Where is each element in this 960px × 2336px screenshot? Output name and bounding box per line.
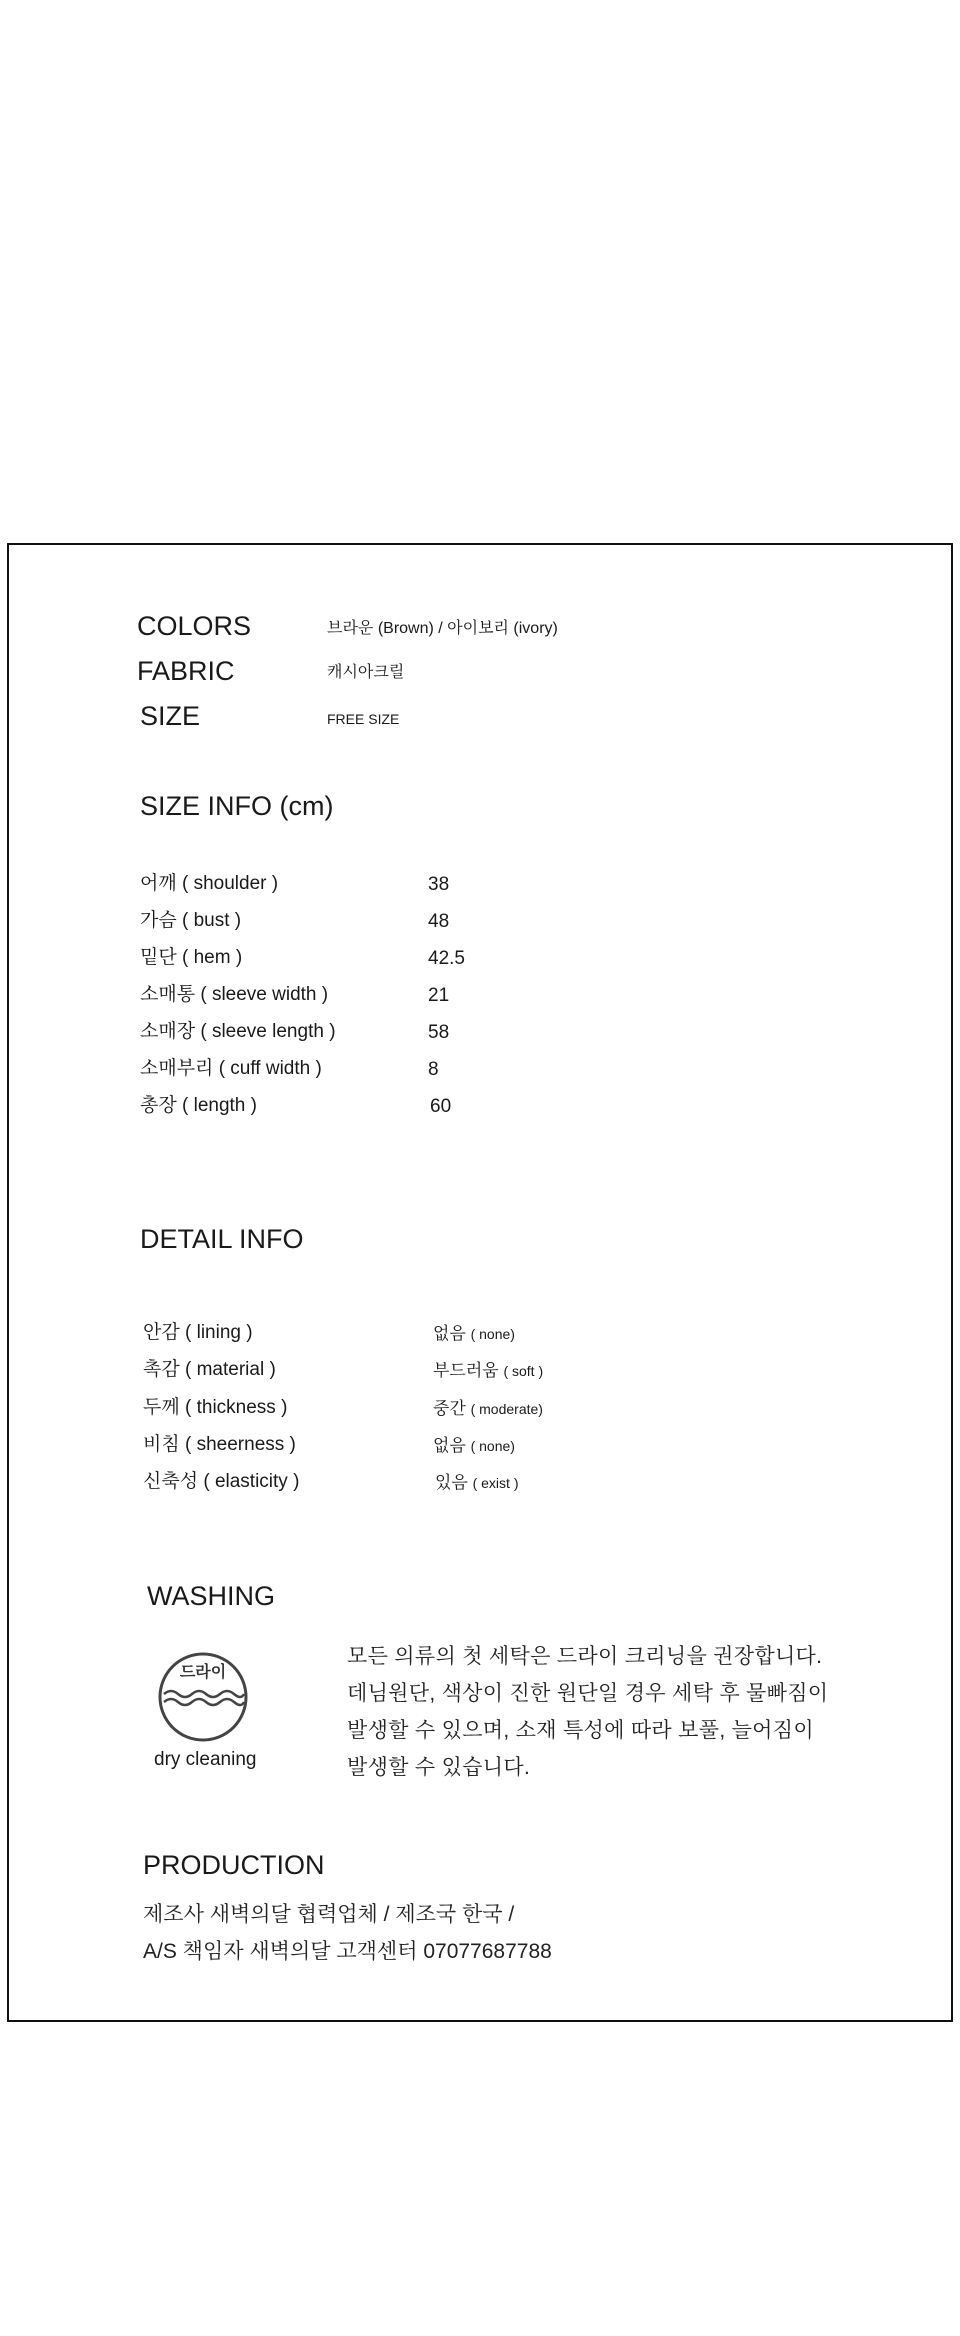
size-info-title: SIZE INFO (cm): [140, 791, 334, 821]
detail-row-label: 신축성 ( elasticity ): [143, 1471, 300, 1492]
dry-icon-label: 드라이: [179, 1664, 227, 1681]
size-row-label: 밑단 ( hem ): [140, 947, 243, 968]
size-row-label: 어깨 ( shoulder ): [140, 873, 279, 894]
washing-line: 모든 의류의 첫 세탁은 드라이 크리닝을 권장합니다.: [347, 1645, 823, 1668]
fabric-label: FABRIC: [137, 656, 235, 686]
size-row-value: 42.5: [428, 948, 465, 969]
colors-value: 브라운 (Brown) / 아이보리 (ivory): [327, 620, 558, 637]
size-row-value: 60: [430, 1096, 452, 1117]
detail-row-value: 없음 ( none): [433, 1324, 515, 1343]
washing-line: 발생할 수 있습니다.: [347, 1756, 531, 1779]
production-line: 제조사 새벽의달 협력업체 / 제조국 한국 /: [143, 1903, 515, 1926]
size-row-label: 가슴 ( bust ): [140, 910, 242, 931]
detail-row-value: 부드러움 ( soft ): [433, 1361, 544, 1380]
production-line: A/S 책임자 새벽의달 고객센터 07077687788: [143, 1940, 552, 1963]
size-row-value: 58: [428, 1022, 450, 1043]
size-row-label: 소매장 ( sleeve length ): [140, 1021, 336, 1042]
size-row-value: 48: [428, 911, 450, 932]
product-info-panel: [7, 543, 953, 2022]
size-row-value: 38: [428, 874, 450, 895]
washing-instructions: [347, 1638, 828, 1786]
detail-row-label: 안감 ( lining ): [143, 1322, 253, 1343]
washing-line: 데님원단, 색상이 진한 원단일 경우 세탁 후 물빠짐이: [347, 1682, 829, 1705]
production-info: [143, 1896, 552, 1970]
washing-line: 발생할 수 있으며, 소재 특성에 따라 보풀, 늘어짐이: [347, 1719, 814, 1742]
detail-row-value: 있음 ( exist ): [435, 1473, 519, 1492]
colors-label: COLORS: [137, 611, 252, 641]
detail-row-value: 없음 ( none): [433, 1436, 515, 1455]
detail-row-label: 두께 ( thickness ): [143, 1397, 288, 1418]
size-row-label: 소매통 ( sleeve width ): [140, 984, 329, 1005]
dry-cleaning-icon: [158, 1652, 248, 1742]
size-row-value: 21: [428, 985, 450, 1006]
washing-title: WASHING: [147, 1581, 275, 1611]
dry-cleaning-caption: dry cleaning: [154, 1749, 257, 1770]
size-row-label: 총장 ( length ): [140, 1095, 257, 1116]
size-label: SIZE: [140, 701, 201, 731]
detail-row-label: 촉감 ( material ): [143, 1359, 276, 1380]
detail-row-value: 중간 ( moderate): [433, 1399, 543, 1418]
size-row-value: 8: [428, 1059, 439, 1080]
detail-info-title: DETAIL INFO: [140, 1224, 304, 1254]
fabric-value: 캐시아크릴: [327, 664, 405, 681]
size-row-label: 소매부리 ( cuff width ): [140, 1058, 322, 1079]
production-title: PRODUCTION: [143, 1850, 325, 1880]
detail-row-label: 비침 ( sheerness ): [143, 1434, 296, 1455]
size-value: FREE SIZE: [327, 711, 400, 727]
